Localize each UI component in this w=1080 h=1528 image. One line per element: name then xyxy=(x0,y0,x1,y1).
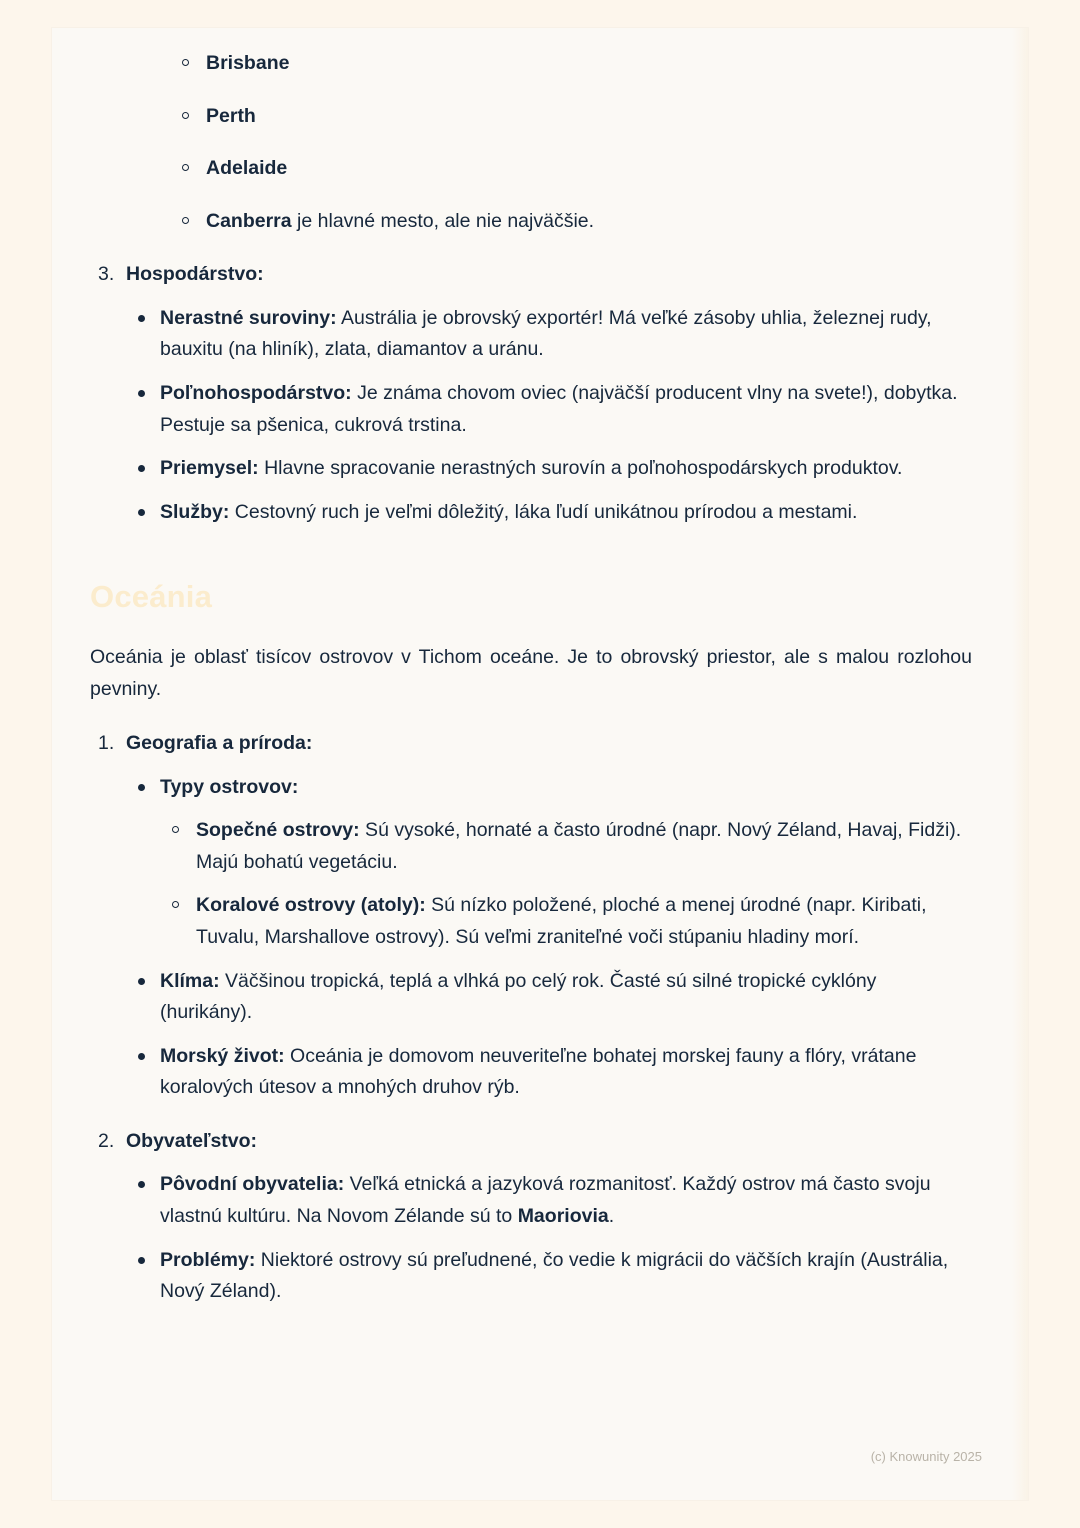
item-number: 2. xyxy=(98,1129,115,1152)
list-item xyxy=(126,1245,972,1308)
geografia-bullets xyxy=(126,772,972,1104)
list-item xyxy=(160,815,972,878)
obyvatelstvo-bullets xyxy=(126,1169,972,1307)
list-item xyxy=(126,772,972,954)
definition: Hlavne spracovanie nerastných surovín a poľnohospodárskych produktov. xyxy=(258,457,903,480)
numbered-item xyxy=(90,1126,972,1308)
section-geografia xyxy=(90,728,972,1104)
section-heading: Obyvateľstvo: xyxy=(126,1129,258,1152)
section-hospodarstvo xyxy=(90,259,972,528)
definition: Sú nízko položené, ploché a menej úrodné (napr. Kiribati, Tuvalu, Marshallove ostrovy). Sú veľmi zraniteľné voči stúpaniu hladiny morí. xyxy=(196,894,927,948)
term-inline: Maoriovia xyxy=(517,1205,609,1228)
item-number: 1. xyxy=(98,732,115,755)
term: Sopečné ostrovy: xyxy=(196,819,360,842)
list-item xyxy=(126,1041,972,1104)
definition: Veľká etnická a jazyková rozmanitosť. Každý ostrov má často svoju vlastnú kultúru. Na Novom Zélande sú to xyxy=(160,1173,931,1228)
definition: Väčšinou tropická, teplá a vlhká po celý rok. Časté sú silné tropické cyklóny (hurikány). xyxy=(160,969,877,1024)
document-content xyxy=(90,48,972,1308)
list-item xyxy=(126,1169,972,1232)
term: Koralové ostrovy (atoly): xyxy=(196,894,426,917)
term: Priemysel: xyxy=(160,457,259,480)
city-name: Canberra xyxy=(206,209,292,232)
term: Pôvodní obyvatelia: xyxy=(160,1173,345,1196)
document-page xyxy=(52,28,1028,1500)
list-item xyxy=(126,497,972,529)
city-name: Brisbane xyxy=(206,52,290,74)
definition: Oceánia je domovom neuveriteľne bohatej morskej fauny a flóry, vrátane koralových útesov a mnohých druhov rýb. xyxy=(160,1044,917,1099)
list-item xyxy=(126,453,972,485)
island-types-list xyxy=(160,815,972,953)
numbered-item xyxy=(90,728,972,1104)
document-body xyxy=(90,48,972,1308)
city-note: je hlavné mesto, ale nie najväčšie. xyxy=(291,209,595,232)
term: Služby: xyxy=(160,500,230,523)
city-name: Perth xyxy=(206,104,256,127)
list-item xyxy=(126,378,972,441)
page-edge-shading xyxy=(1012,28,1028,1500)
definition: Austrália je obrovský exportér! Má veľké zásoby uhlia, železnej rudy, bauxitu (na hliník), zlata, diamantov a uránu. xyxy=(160,306,932,361)
city-name: Adelaide xyxy=(206,157,288,180)
section-heading: Hospodárstvo: xyxy=(126,263,264,286)
list-item xyxy=(170,48,972,80)
term: Typy ostrovov: xyxy=(160,775,299,798)
list-item xyxy=(160,890,972,953)
term: Poľnohospodárstvo: xyxy=(160,382,352,405)
definition: Je známa chovom oviec (najväčší producent vlny na svete!), dobytka. Pestuje sa pšenica, cukrová trstina. xyxy=(160,382,958,436)
section-heading: Geografia a príroda: xyxy=(126,732,313,755)
list-item xyxy=(170,153,972,185)
definition: Cestovný ruch je veľmi dôležitý, láka ľudí unikátnou prírodou a mestami. xyxy=(229,500,858,523)
definition: Niektoré ostrovy sú preľudnené, čo vedie k migrácii do väčších krajín (Austrália, Nový Zéland). xyxy=(160,1248,949,1303)
section-obyvatelstvo xyxy=(90,1126,972,1308)
definition-tail: . xyxy=(608,1205,615,1228)
intro-paragraph: Oceánia je oblasť tisícov ostrovov v Tichom oceáne. Je to obrovský priestor, ale s malou rozlohou pevniny. xyxy=(90,645,972,701)
page-title: Oceánia xyxy=(90,579,213,615)
city-list xyxy=(90,48,972,237)
copyright-footer: (c) Knowunity 2025 xyxy=(870,1449,982,1464)
term: Morský život: xyxy=(160,1044,285,1067)
list-item xyxy=(170,101,972,133)
term: Problémy: xyxy=(160,1248,256,1271)
list-item xyxy=(126,966,972,1029)
numbered-item xyxy=(90,259,972,528)
term: Nerastné suroviny: xyxy=(160,306,337,329)
item-number: 3. xyxy=(98,263,115,286)
hospodarstvo-bullets xyxy=(126,303,972,528)
list-item xyxy=(126,303,972,366)
term: Klíma: xyxy=(160,969,220,992)
definition: Sú vysoké, hornaté a často úrodné (napr. Nový Zéland, Havaj, Fidži). Majú bohatú vegetáciu. xyxy=(196,819,962,873)
list-item xyxy=(170,206,972,238)
